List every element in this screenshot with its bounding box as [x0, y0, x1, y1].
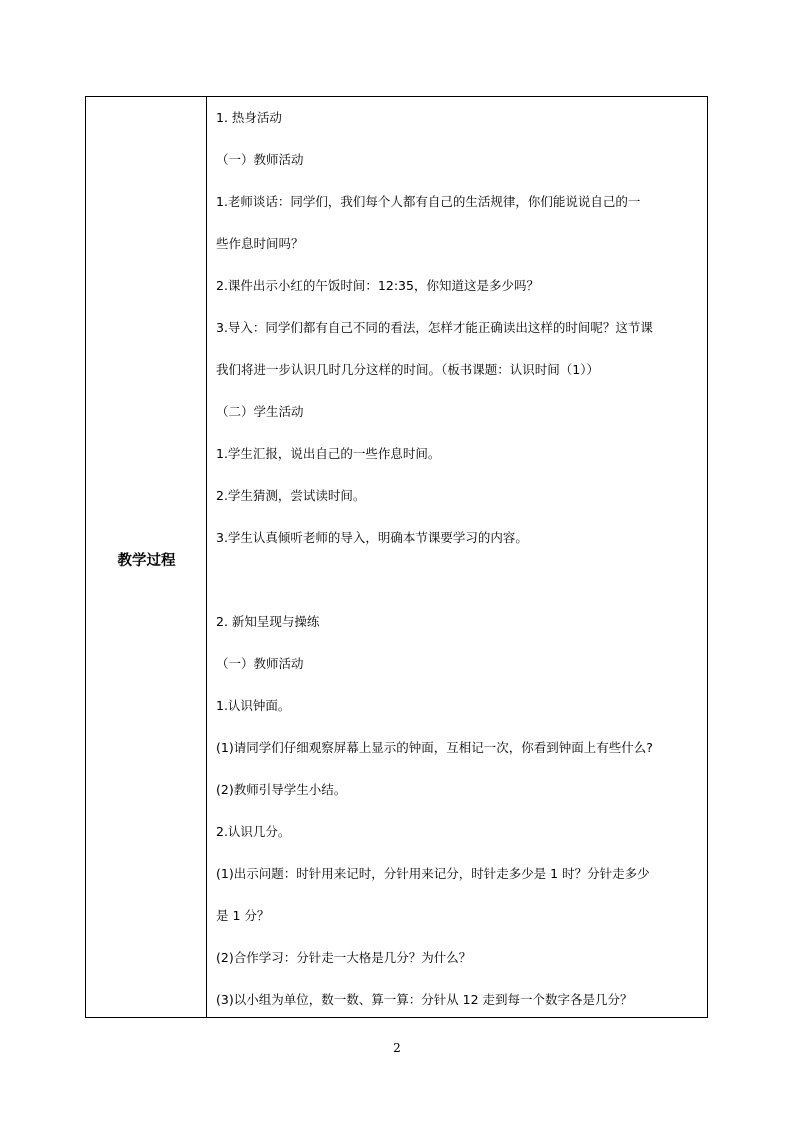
content-line: 2.学生猜测，尝试读时间。 [216, 488, 366, 503]
content-line: (1)请同学们仔细观察屏幕上显示的钟面，互相记一次，你看到钟面上有些什么? [216, 740, 653, 755]
heading-new-knowledge: 2. 新知呈现与操练 [216, 614, 320, 629]
section-label: 教学过程 [117, 553, 176, 569]
subheading-student-activity: （二）学生活动 [216, 404, 304, 419]
content-line: (2)合作学习：分针走一大格是几分？为什么？ [216, 950, 472, 965]
subheading-teacher-activity: （一）教师活动 [216, 656, 304, 671]
content-line: 3.学生认真倾听老师的导入，明确本节课要学习的内容。 [216, 530, 528, 545]
section-content-cell [208, 97, 707, 1017]
content-line: 1.老师谈话：同学们，我们每个人都有自己的生活规律，你们能说说自己的一 [216, 194, 641, 209]
content-line: 是 1 分？ [216, 908, 270, 923]
lesson-plan-table [85, 96, 708, 1018]
subheading-teacher-activity: （一）教师活动 [216, 152, 304, 167]
content-line: (3)以小组为单位，数一数、算一算：分针从 12 走到每一个数字各是几分？ [216, 992, 633, 1007]
heading-warmup: 1. 热身活动 [216, 110, 282, 125]
content-line: 1.认识钟面。 [216, 698, 291, 713]
section-label-cell [86, 97, 207, 1017]
content-line: (2)教师引导学生小结。 [216, 782, 347, 797]
content-line: 1.学生汇报，说出自己的一些作息时间。 [216, 446, 441, 461]
page-number: 2 [393, 1041, 401, 1055]
content-line: 我们将进一步认识几时几分这样的时间。（板书课题：认识时间（1）） [216, 362, 599, 377]
content-line: 些作息时间吗？ [216, 236, 304, 251]
content-line: (1)出示问题：时针用来记时，分针用来记分，时针走多少是 1 时？分针走多少 [216, 866, 650, 881]
content-line: 2.认识几分。 [216, 824, 291, 839]
content-line: 2.课件出示小红的午饭时间：12:35，你知道这是多少吗？ [216, 278, 539, 293]
content-line: 3.导入：同学们都有自己不同的看法，怎样才能正确读出这样的时间呢？这节课 [216, 320, 653, 335]
